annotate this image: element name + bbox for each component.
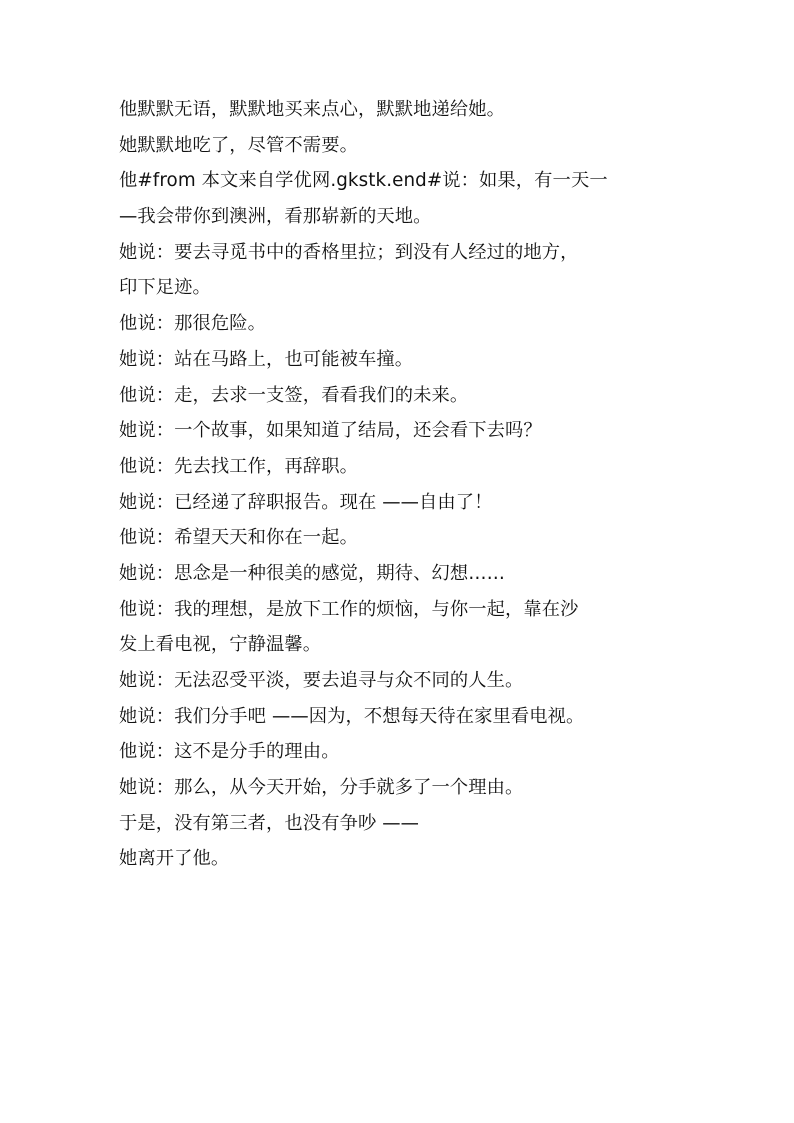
text-line-10: 她说：一个故事，如果知道了结局，还会看下去吗？ — [119, 420, 542, 442]
text-line-18: 她说：我们分手吧 ——因为，不想每天待在家里看电视。 — [119, 705, 585, 727]
text-line-20: 她说：那么，从今天开始，分手就多了一个理由。 — [119, 777, 524, 799]
text-line-9: 他说：走，去求一支签，看看我们的未来。 — [119, 384, 469, 406]
text-line-15: 他说：我的理想，是放下工作的烦恼，与你一起，靠在沙 — [119, 598, 579, 620]
text-line-17: 她说：无法忍受平淡，要去追寻与众不同的人生。 — [119, 670, 524, 691]
text-line-7: 他说：那很危险。 — [119, 313, 267, 335]
text-line-12: 她说：已经递了辞职报告。现在 ——自由了！ — [119, 491, 493, 513]
text-line-2: 她默默地吃了，尽管不需要。 — [119, 134, 358, 156]
text-line-22: 她离开了他。 — [119, 848, 230, 870]
text-line-3: 他#from 本文来自学优网.gkstk.end#说：如果，有一天一 — [119, 170, 608, 192]
text-line-21: 于是，没有第三者，也没有争吵 —— — [119, 812, 420, 834]
text-line-4: —我会带你到澳洲，看那崭新的天地。 — [119, 206, 432, 228]
text-line-6: 印下足迹。 — [119, 277, 211, 299]
text-line-1: 他默默无语，默默地买来点心，默默地递给她。 — [119, 99, 506, 120]
text-line-5: 她说：要去寻觅书中的香格里拉；到没有人经过的地方， — [119, 241, 579, 263]
text-line-19: 他说：这不是分手的理由。 — [119, 741, 340, 763]
text-line-11: 他说：先去找工作，再辞职。 — [119, 455, 358, 477]
text-line-13: 他说：希望天天和你在一起。 — [119, 527, 358, 549]
text-line-8: 她说：站在马路上，也可能被车撞。 — [119, 348, 414, 370]
text-line-14: 她说：思念是一种很美的感觉，期待、幻想…… — [119, 562, 506, 584]
story-text — [119, 92, 679, 877]
text-line-16: 发上看电视，宁静温馨。 — [119, 634, 322, 656]
